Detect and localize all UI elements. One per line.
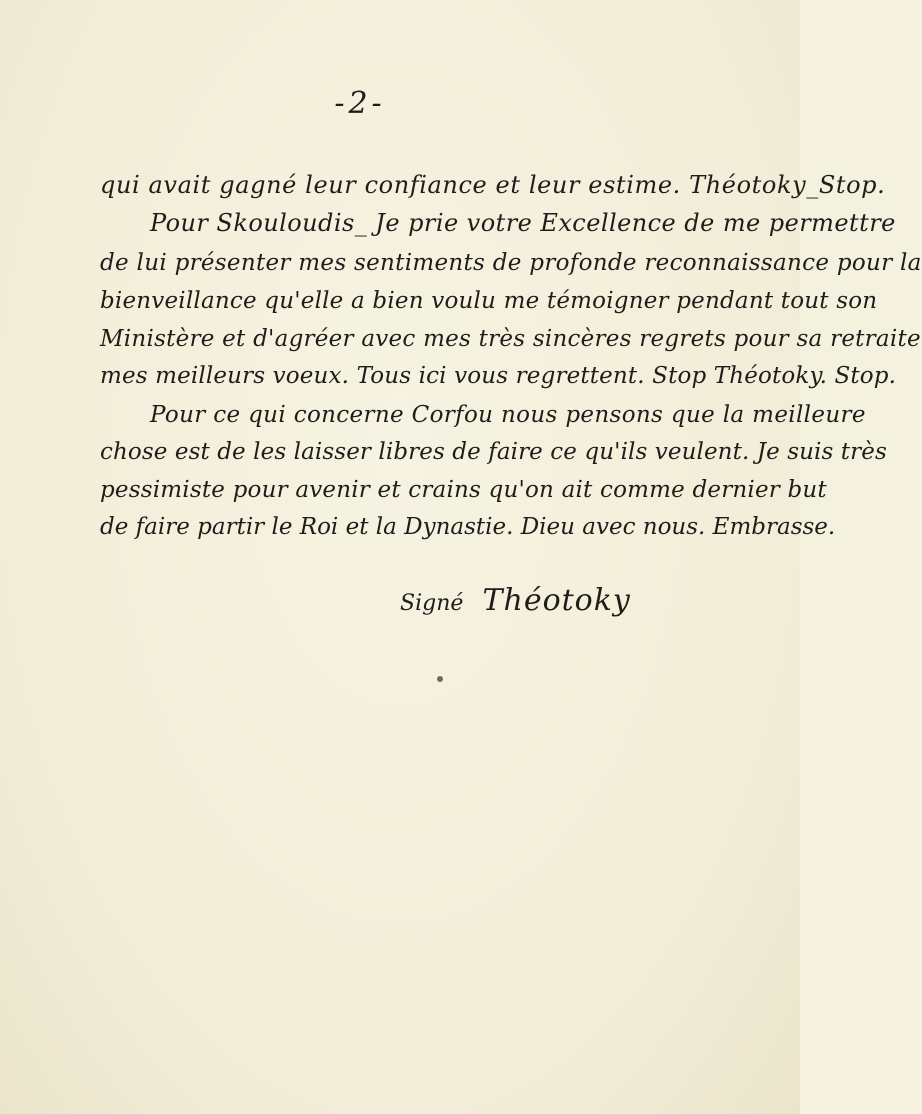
- letter-line-9: pessimiste pour avenir et crains qu'on ait comme dernier but: [100, 477, 827, 503]
- letter-line-5: Ministère et d'agréer avec mes très sincères regrets pour sa retraite: [100, 326, 921, 352]
- letter-line-3: de lui présenter mes sentiments de profonde reconnaissance pour la: [100, 250, 922, 276]
- page-number: -2-: [334, 86, 386, 121]
- letter-line-1: qui avait gagné leur confiance et leur estime. Théotoky_Stop.: [100, 171, 886, 199]
- letter-line-8: chose est de les laisser libres de faire ce qu'ils veulent. Je suis très: [100, 439, 887, 465]
- signature-name: Théotoky: [482, 583, 631, 618]
- signature-label: Signé: [400, 591, 464, 616]
- letter-line-10: de faire partir le Roi et la Dynastie. Dieu avec nous. Embrasse.: [100, 514, 836, 540]
- ink-spot: [437, 676, 443, 682]
- letter-line-7: Pour ce qui concerne Corfou nous pensons que la meilleure: [150, 402, 866, 428]
- letter-line-2: Pour Skouloudis_ Je prie votre Excellence de me permettre: [150, 209, 896, 237]
- signature-block: [400, 583, 631, 618]
- letter-line-6: mes meilleurs voeux. Tous ici vous regrettent. Stop Théotoky. Stop.: [100, 363, 897, 389]
- letter-line-4: bienveillance qu'elle a bien voulu me témoigner pendant tout son: [100, 288, 878, 314]
